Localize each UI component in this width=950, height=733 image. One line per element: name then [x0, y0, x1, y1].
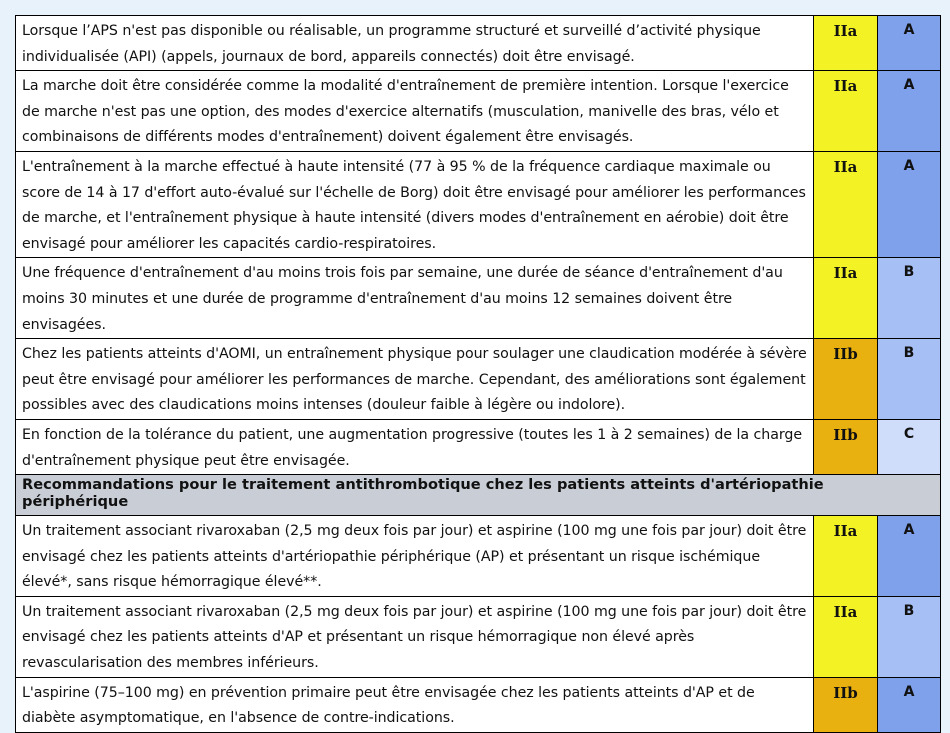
- table-row: [16, 339, 941, 420]
- class-cell: IIa: [814, 258, 878, 339]
- class-cell: IIa: [814, 16, 878, 71]
- recommendations-table-container: [15, 15, 940, 733]
- section-title-text: Recommandations pour le traitement antithrombotique chez les patients atteints d'artériopathie périphérique: [22, 476, 824, 511]
- class-cell: IIb: [814, 419, 878, 474]
- level-cell: A: [878, 516, 941, 597]
- section-header-row: [16, 475, 941, 516]
- recommendation-text: Un traitement associant rivaroxaban (2,5 mg deux fois par jour) et aspirine (100 mg une fois par jour) doit être envisagé chez les patients atteints d'artériopathie périphérique (AP) et présentant un risque ischémique élevé*, sans risque hémorragique élevé**.: [16, 516, 814, 597]
- table-row: [16, 151, 941, 257]
- recommendation-text: Une fréquence d'entraînement d'au moins trois fois par semaine, une durée de séance d'entraînement d'au moins 30 minutes et une durée de programme d'entraînement d'au moins 12 semaines doivent être envisagées.: [16, 258, 814, 339]
- class-cell: IIb: [814, 677, 878, 732]
- recommendation-text: Un traitement associant rivaroxaban (2,5 mg deux fois par jour) et aspirine (100 mg une fois par jour) doit être envisagé chez les patients atteints d'AP et présentant un risque hémorragique non élevé après revascularisation des membres inférieurs.: [16, 596, 814, 677]
- recommendation-text: Lorsque l’APS n'est pas disponible ou réalisable, un programme structuré et surveillé d’activité physique individualisée (API) (appels, journaux de bord, appareils connectés) doit être envisagé.: [16, 16, 814, 71]
- recommendation-text: En fonction de la tolérance du patient, une augmentation progressive (toutes les 1 à 2 semaines) de la charge d'entraînement physique peut être envisagée.: [16, 419, 814, 474]
- class-cell: IIa: [814, 596, 878, 677]
- level-cell: C: [878, 419, 941, 474]
- level-cell: A: [878, 151, 941, 257]
- table-row: [16, 677, 941, 732]
- level-cell: B: [878, 339, 941, 420]
- class-cell: IIa: [814, 71, 878, 152]
- recommendation-text: La marche doit être considérée comme la modalité d'entraînement de première intention. Lorsque l'exercice de marche n'est pas une option, des modes d'exercice alternatifs (musculation, manivelle des bras, vélo et combinaisons de différents modes d'entraînement) doivent également être envisagés.: [16, 71, 814, 152]
- class-cell: IIa: [814, 151, 878, 257]
- recommendation-text: L'aspirine (75–100 mg) en prévention primaire peut être envisagée chez les patients atteints d'AP et de diabète asymptomatique, en l'absence de contre-indications.: [16, 677, 814, 732]
- recommendation-text: L'entraînement à la marche effectué à haute intensité (77 à 95 % de la fréquence cardiaque maximale ou score de 14 à 17 d'effort auto-évalué sur l'échelle de Borg) doit être envisagé pour améliorer les performances de marche, et l'entraînement physique à haute intensité (divers modes d'entraînement en aérobie) doit être envisagé pour améliorer les capacités cardio-respiratoires.: [16, 151, 814, 257]
- table-row: [16, 16, 941, 71]
- class-cell: IIa: [814, 516, 878, 597]
- level-cell: A: [878, 71, 941, 152]
- table-row: [16, 71, 941, 152]
- level-cell: B: [878, 258, 941, 339]
- table-row: [16, 258, 941, 339]
- table-row: [16, 596, 941, 677]
- recommendations-table: [15, 15, 941, 733]
- level-cell: A: [878, 16, 941, 71]
- table-row: [16, 419, 941, 474]
- level-cell: B: [878, 596, 941, 677]
- level-cell: A: [878, 677, 941, 732]
- section-title: [16, 475, 941, 516]
- recommendation-text: Chez les patients atteints d'AOMI, un entraînement physique pour soulager une claudication modérée à sévère peut être envisagé pour améliorer les performances de marche. Cependant, des améliorations sont également possibles avec des claudications moins intenses (douleur faible à légère ou indolore).: [16, 339, 814, 420]
- table-row: [16, 516, 941, 597]
- class-cell: IIb: [814, 339, 878, 420]
